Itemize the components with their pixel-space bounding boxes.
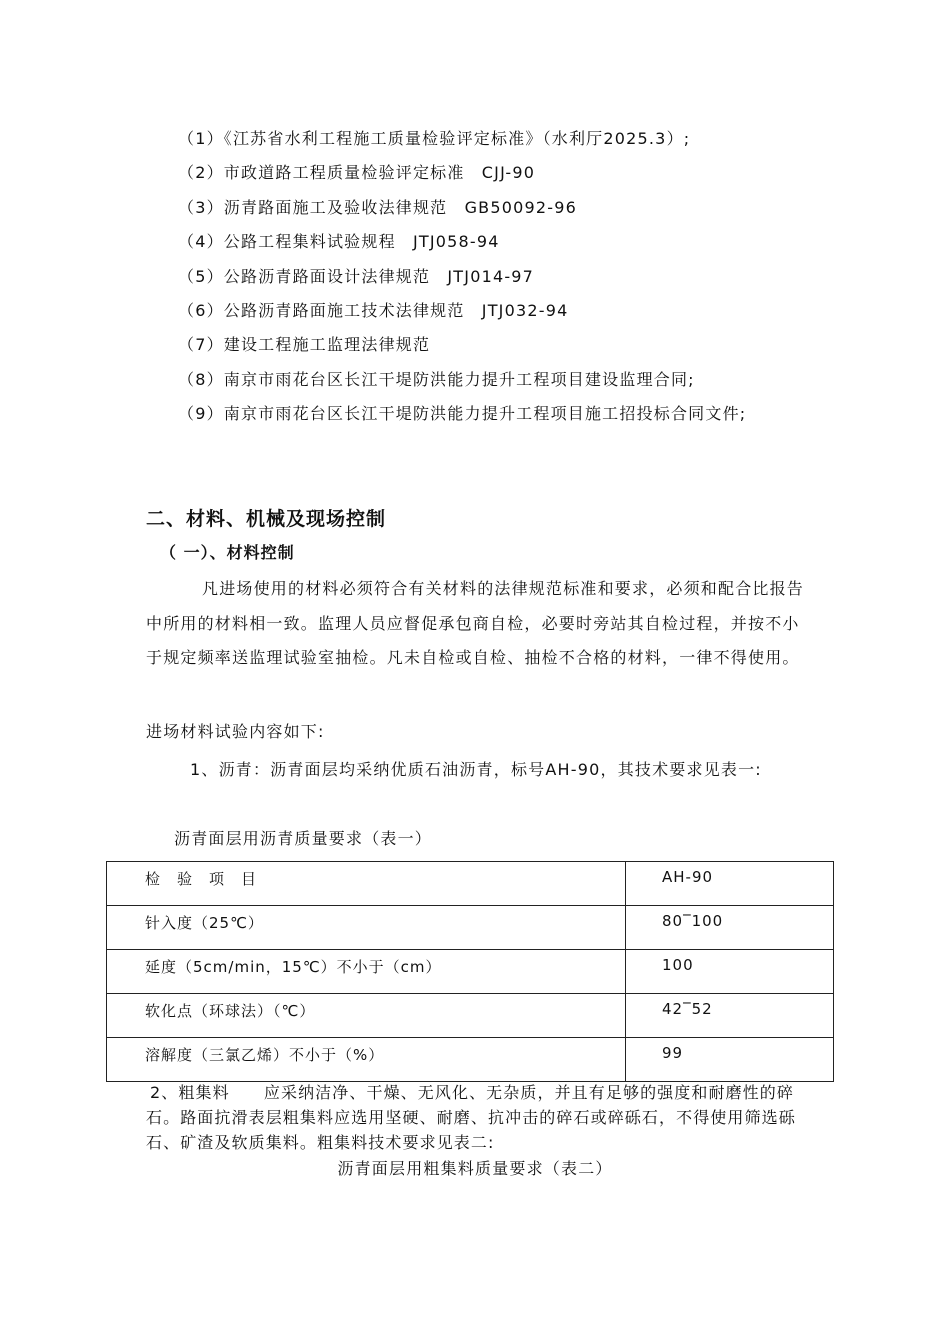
reference-item: （3）沥青路面施工及验收法律规范 GB50092-96 (178, 197, 577, 217)
table-cell: 针入度（25℃） (107, 906, 626, 950)
reference-item: （9）南京市雨花台区长江干堤防洪能力提升工程项目施工招投标合同文件; (178, 404, 747, 424)
reference-item: （4）公路工程集料试验规程 JTJ058-94 (178, 232, 500, 252)
table-cell: 溶解度（三氯乙烯）不小于（%） (107, 1038, 626, 1082)
material-control-paragraph: 凡进场使用的材料必须符合有关材料的法律规范标准和要求，必须和配合比报告中所用的材料相一致。监理人员应督促承包商自检，必要时旁站其自检过程，并按不小于规定频率送监理试验室抽检。凡未自检或自检、抽检不合格的材料，一律不得使用。 (146, 579, 805, 667)
reference-item: （2）市政道路工程质量检验评定标准 CJJ-90 (178, 163, 536, 183)
reference-item: （1）《江苏省水利工程施工质量检验评定标准》（水利厅2025.3）; (178, 129, 691, 148)
table-cell: 软化点（环球法）（℃） (107, 994, 626, 1038)
table-cell: 99 (626, 1038, 834, 1082)
reference-item: （7）建设工程施工监理法律规范 (178, 335, 431, 355)
table1-caption: 沥青面层用沥青质量要求（表一） (174, 829, 433, 848)
reference-item: （5）公路沥青路面设计法律规范 JTJ014-97 (178, 266, 535, 286)
table-cell: 100 (626, 950, 834, 994)
table-header-cell: AH-90 (626, 862, 834, 906)
table-row (107, 906, 834, 950)
table-header-cell: 检 验 项 目 (107, 862, 626, 906)
table-cell: 42‾52 (626, 994, 834, 1038)
table-cell: 延度（5cm/min，15℃）不小于（cm） (107, 950, 626, 994)
table-row (107, 1038, 834, 1082)
table-header-row (107, 862, 834, 906)
asphalt-quality-table (106, 861, 834, 1082)
test-content-intro: 进场材料试验内容如下: (146, 722, 325, 741)
reference-item: （6）公路沥青路面施工技术法律规范 JTJ032-94 (178, 300, 569, 320)
reference-list (178, 122, 746, 432)
subsection-heading: （ 一）、材料控制 (160, 543, 295, 562)
asphalt-paragraph: 1、沥青：沥青面层均采纳优质石油沥青，标号AH-90，其技术要求见表一: (190, 760, 762, 779)
section-heading: 二、材料、机械及现场控制 (146, 508, 387, 530)
reference-item: （8）南京市雨花台区长江干堤防洪能力提升工程项目建设监理合同; (178, 369, 695, 389)
coarse-aggregate-paragraph: 2、粗集料 应采纳洁净、干燥、无风化、无杂质，并且有足够的强度和耐磨性的碎石。路面抗滑表层粗集料应选用坚硬、耐磨、抗冲击的碎石或碎砾石，不得使用筛选砾石、矿渣及软质集料。粗集料技术要求见表二: (146, 1083, 796, 1152)
table-cell: 80‾100 (626, 906, 834, 950)
table-row (107, 994, 834, 1038)
table-row (107, 950, 834, 994)
table2-caption: 沥青面层用粗集料质量要求（表二） (337, 1159, 613, 1178)
